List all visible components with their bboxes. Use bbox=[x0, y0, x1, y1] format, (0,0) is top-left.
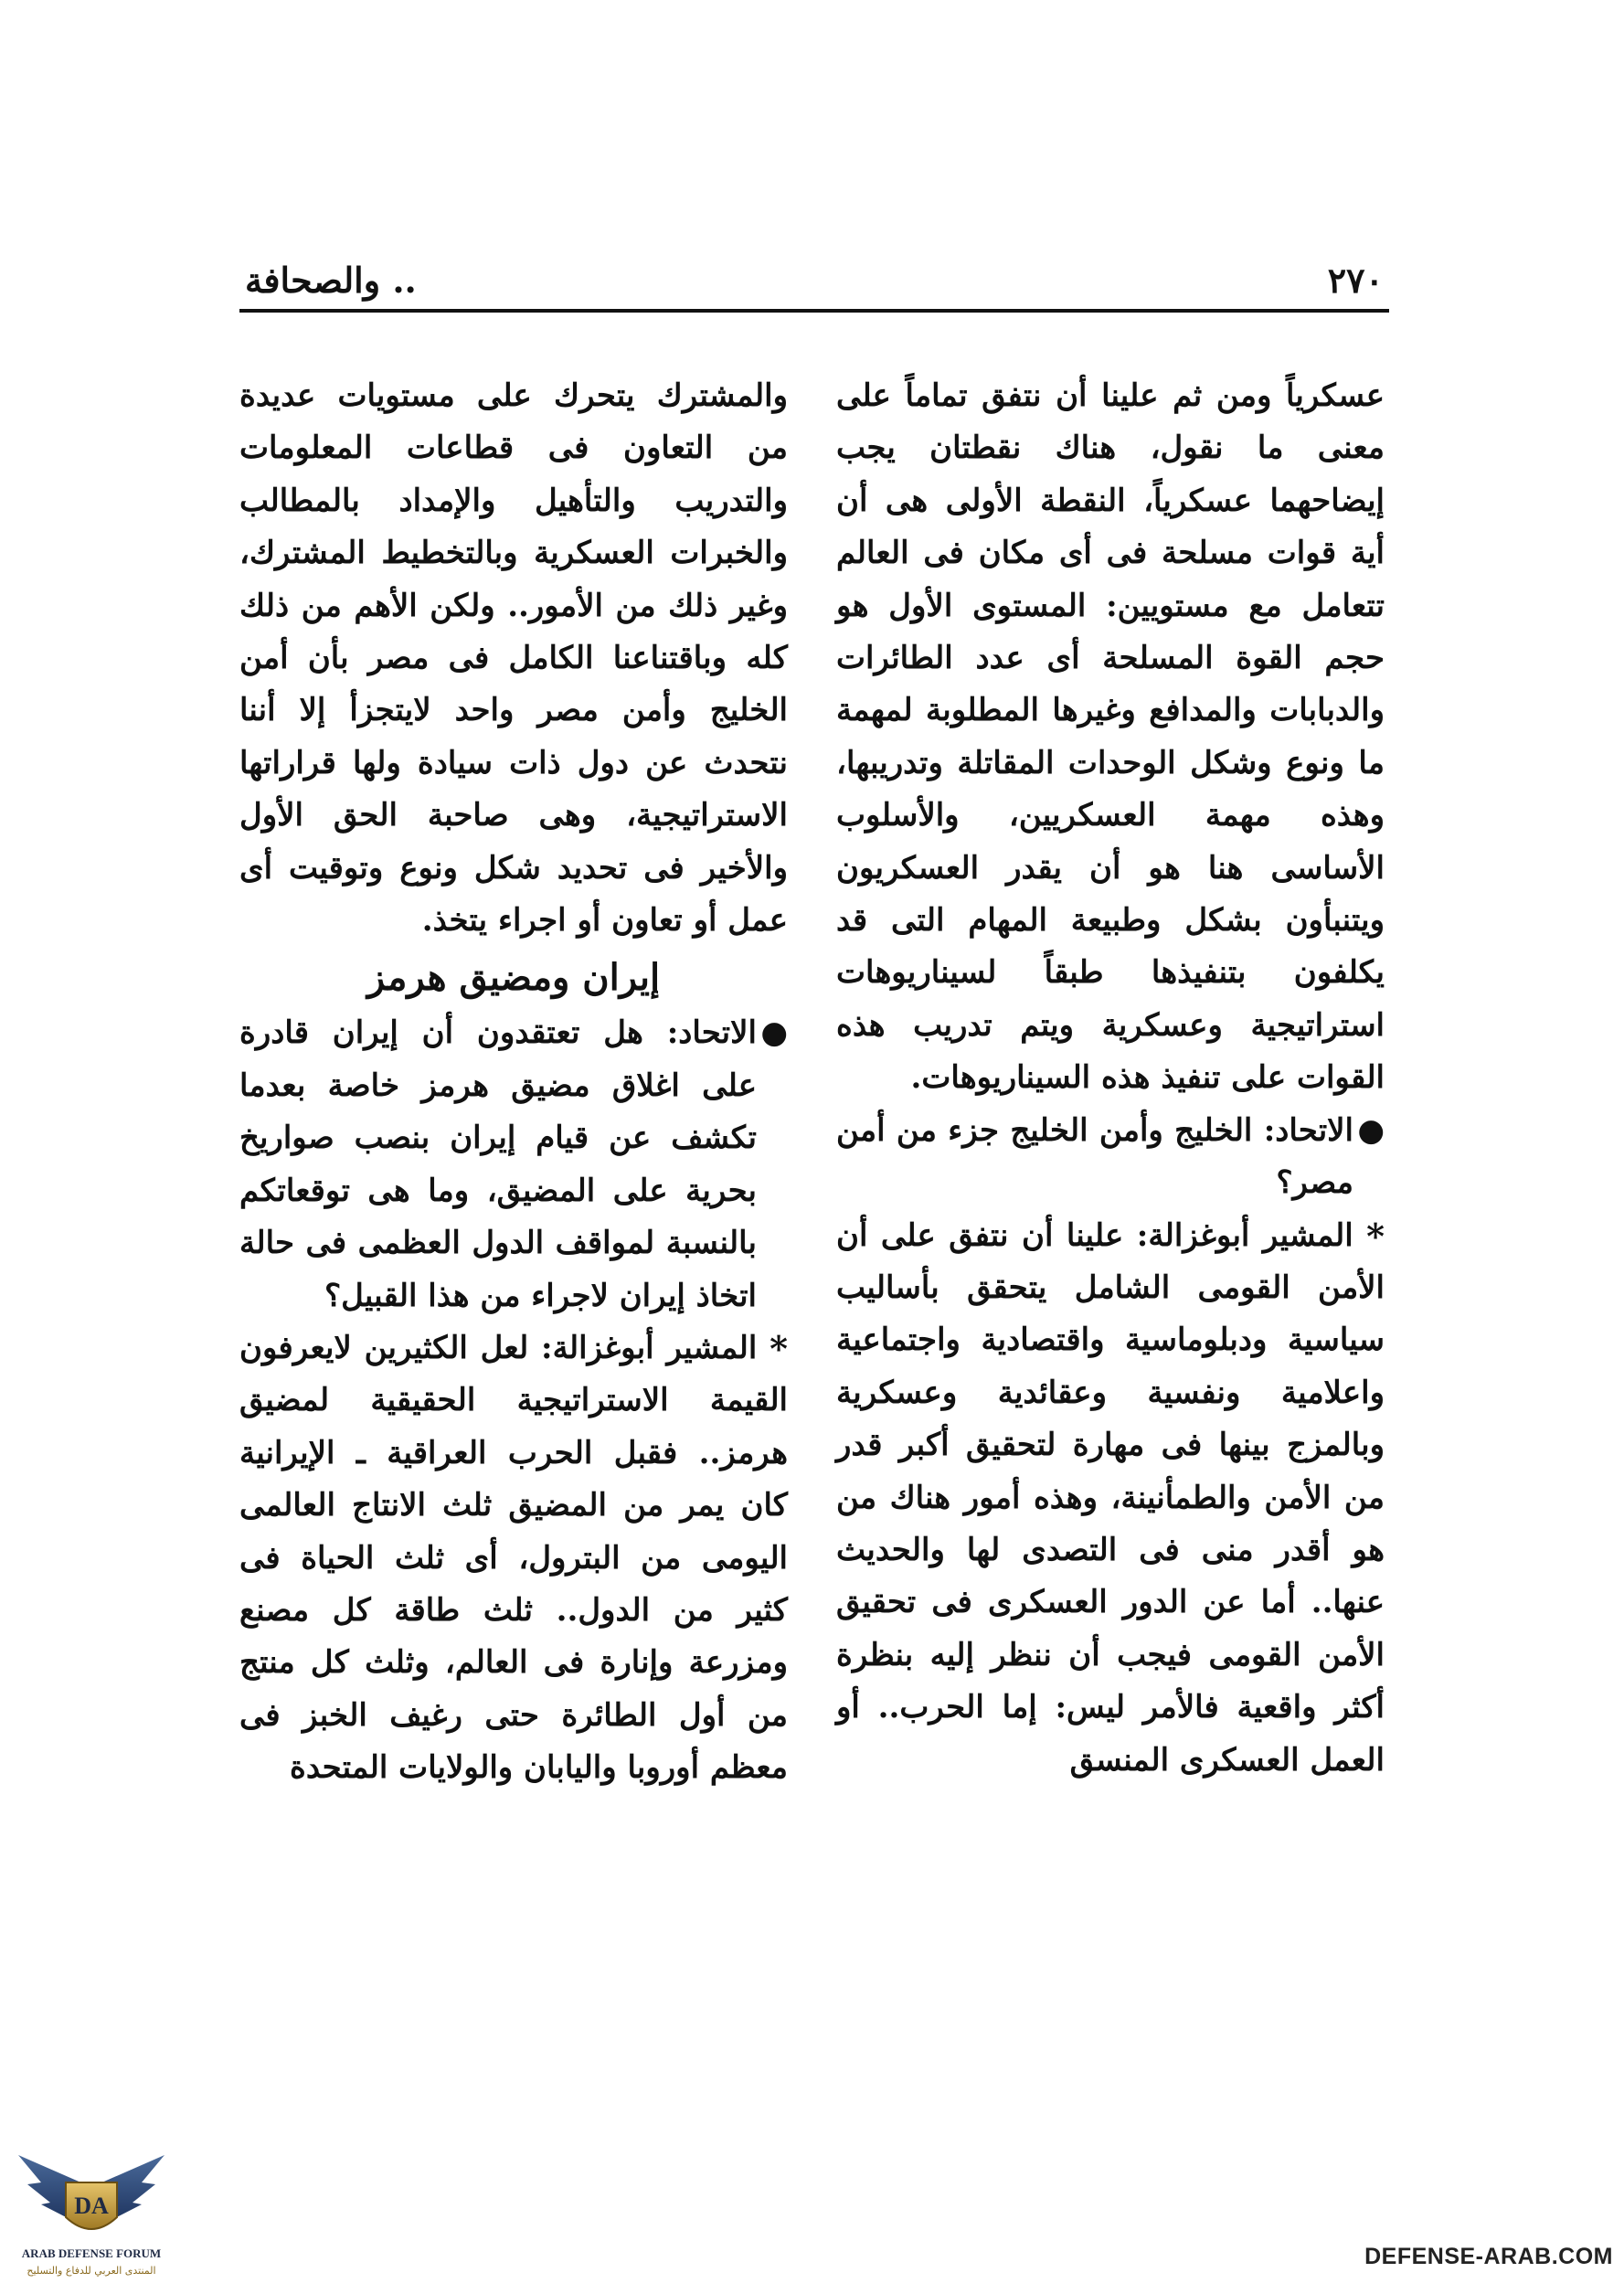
answer-text: المشير أبوغزالة: لعل الكثيرين لايعرفون القيمة الاستراتيجية الحقيقية لمضيق هرمز.. فقبل الحرب العراقية ـ الإيرانية كان يمر من المضيق ثلث الانتاج العالمى اليومى من البترول، أى ثلث الحياة فى كثير من الدول.. ثلث طاقة كل مصنع ومزرعة وإنارة فى العالم، وثلث كل منتج من أول الطائرة حتى رغيف الخبز فى معظم أوروبا واليابان والولايات المتحدة bbox=[239, 1329, 788, 1787]
question-text: الاتحاد: هل تعتقدون أن إيران قادرة على اغلاق مضيق هرمز خاصة بعدما تكشف عن قيام إيران بنصب صواريخ بحرية على المضيق، وما هى توقعاتكم بالنسبة لمواقف الدول العظمى فى حالة اتخاذ إيران لاجراء من هذا القبيل؟ bbox=[239, 1014, 757, 1314]
answer-text: المشير أبوغزالة: علينا أن نتفق على أن الأمن القومى الشامل يتحقق بأساليب سياسية ودبلوماسية واقتصادية واجتماعية واعلامية ونفسية وعقائدية وعسكرية وبالمزج بينها فى مهارة لتحقيق أكبر قدر من الأمن والطمأنينة، وهذه أمور هناك من هو أقدر منى فى التصدى لها والحديث عنها.. أما عن الدور العسكرى فى تحقيق الأمن القومى فيجب أن ننظر إليه بنظرة أكثر واقعية فالأمر ليس: إما الحرب.. أو العمل العسكرى المنسق bbox=[836, 1216, 1385, 1779]
question-text: الاتحاد: الخليج وأمن الخليج جزء من أمن مصر؟ bbox=[836, 1111, 1353, 1202]
bullet-icon: ● bbox=[760, 1014, 788, 1052]
page-number: ٢٧٠ bbox=[1327, 260, 1384, 301]
question bbox=[239, 1007, 788, 1322]
asterisk-icon: * bbox=[1366, 1215, 1385, 1257]
paragraph: عسكرياً ومن ثم علينا أن نتفق تماماً على معنى ما نقول، هناك نقطتان يجب إيضاحهما عسكرياً، النقطة الأولى هى أن أية قوات مسلحة فى أى مكان فى العالم تتعامل مع مستويين: المستوى الأول هو حجم القوة المسلحة أى عدد الطائرات والدبابات والمدافع وغيرها المطلوبة لمهمة ما ونوع وشكل الوحدات المقاتلة وتدريبها، وهذه مهمة العسكريين، والأسلوب الأساسى هنا هو أن يقدر العسكريون ويتنبأون بشكل وطبيعة المهام التى قد يكلفون بتنفيذها طبقاً لسيناريوهات استراتيجية وعسكرية ويتم تدريب هذه القوات على تنفيذ هذه السيناريوهات. bbox=[836, 377, 1385, 1097]
answer bbox=[836, 1210, 1385, 1787]
right-column bbox=[836, 370, 1385, 1787]
bullet-icon: ● bbox=[1357, 1111, 1385, 1149]
left-column bbox=[239, 370, 788, 1795]
question bbox=[836, 1105, 1385, 1210]
logo-forum-name: ARAB DEFENSE FORUM bbox=[21, 2246, 162, 2260]
paragraph: والمشترك يتحرك على مستويات عديدة من التعاون فى قطاعات المعلومات والتدريب والتأهيل والإمداد بالمطالب والخبرات العسكرية وبالتخطيط المشترك، وغير ذلك من الأمور.. ولكن الأهم من ذلك كله وباقتناعنا الكامل فى مصر بأن أمن الخليج وأمن مصر واحد لايتجزأ إلا أننا نتحدث عن دول ذات سيادة ولها قراراتها الاستراتيجية، وهى صاحبة الحق الأول والأخير فى تحديد شكل ونوع وتوقيت أى عمل أو تعاون أو اجراء يتخذ. bbox=[239, 377, 788, 940]
section-heading: إيران ومضيق هرمز bbox=[366, 956, 661, 1000]
logo-forum-arabic: المنتدى العربي للدفاع والتسليح bbox=[27, 2265, 156, 2277]
logo-text: DA bbox=[74, 2193, 109, 2219]
site-watermark: DEFENSE-ARAB.COM bbox=[1364, 2244, 1613, 2269]
running-title: .. والصحافة bbox=[245, 260, 417, 301]
page-header bbox=[239, 258, 1389, 313]
asterisk-icon: * bbox=[770, 1327, 788, 1369]
forum-logo bbox=[0, 2146, 183, 2283]
answer bbox=[239, 1322, 788, 1795]
